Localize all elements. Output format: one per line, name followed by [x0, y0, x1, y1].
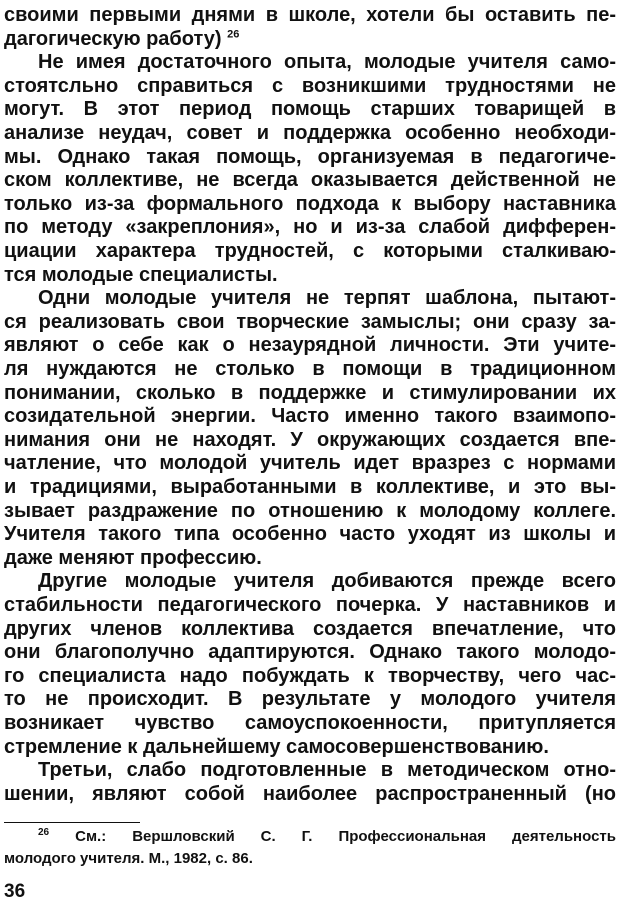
text-line: стоятсльно справиться с возникшими трудностями не — [4, 74, 616, 97]
text-line: созидательной энергии. Часто именно такого взаимопо- — [4, 405, 616, 428]
paragraph-first-line: Не имея достаточного опыта, молодые учителя само- — [38, 51, 616, 74]
text-line — [0, 26, 620, 52]
text-line: стремление к дальнейшему самосовершенствованию. — [4, 735, 549, 758]
text-line: зывает раздражение по отношению к молодому коллеге. — [4, 499, 616, 522]
footnote-reference: 26 — [227, 27, 240, 40]
text-line: и традициями, выработанными в коллективе, и это вы- — [4, 476, 616, 498]
text-line: шении, являют собой наиболее распространенный (но — [4, 782, 616, 805]
footnote-text: См.: Вершловский С. Г. Профессиональная деятельность — [49, 828, 616, 845]
text-line: мы. Однако такая помощь, организуемая в педагогиче- — [4, 145, 616, 168]
text-line: чатление, что молодой учитель идет вразрез с нормами — [4, 452, 616, 475]
footnote-marker: 26 — [38, 827, 50, 838]
text-line: они благополучно адаптируются. Однако такого молодо- — [4, 641, 616, 664]
text-line: возникает чувство самоуспокоенности, притупляется — [4, 712, 616, 734]
text-line: стабильности педагогического почерка. У наставников и — [4, 594, 616, 616]
paragraph-first-line: Одни молодые учителя не терпят шаблона, пытают- — [38, 287, 616, 310]
page-number: 36 — [4, 881, 26, 902]
paragraph-first-line: Третьи, слабо подготовленные в методическом отно- — [38, 759, 616, 782]
text-line: ля нуждаются не столько в помощи в традиционном — [4, 358, 616, 380]
text-line: тся молодые специалисты. — [4, 263, 278, 286]
text-line: даже меняют профессию. — [4, 546, 262, 569]
footnote-line — [0, 826, 620, 848]
text-line: по методу «закреплония», но и из-за слабой дифферен- — [4, 216, 616, 239]
text-line: понимании, сколько в поддержке и стимулировании их — [4, 381, 616, 404]
text-line: го специалиста надо побуждать к творчеству, чего час- — [4, 664, 616, 687]
paragraph-first-line: Другие молодые учителя добиваются прежде всего — [38, 570, 616, 593]
text-line: других членов коллектива создается впечатление, что — [4, 617, 616, 640]
text-line: нимания они не находят. У окружающих создается впе- — [4, 428, 616, 451]
text-line: ском коллективе, не всегда оказывается действенной не — [4, 169, 616, 192]
text-line: ся реализовать свои творческие замыслы; они сразу за- — [4, 310, 616, 333]
text-line: являют о себе как о незаурядной личности. Эти учите- — [4, 334, 616, 357]
text-line: то не происходит. В результате у молодого учителя — [4, 688, 616, 711]
text-line: могут. В этот период помощь старших товарищей в — [4, 98, 616, 121]
text-line-content: дагогическую работу) — [4, 27, 222, 50]
footnote-line: молодого учителя. М., 1982, с. 86. — [4, 850, 253, 867]
text-line: Учителя такого типа особенно часто уходят из школы и — [4, 523, 616, 546]
text-line: анализе неудач, совет и поддержка особенно необходи- — [4, 122, 616, 144]
text-line: только из-за формального подхода к выбору наставника — [4, 192, 616, 215]
text-line: своими первыми днями в школе, хотели бы оставить пе- — [4, 4, 616, 26]
footnote-divider — [4, 822, 140, 823]
text-line: циации характера трудностей, с которыми сталкиваю- — [4, 240, 616, 262]
